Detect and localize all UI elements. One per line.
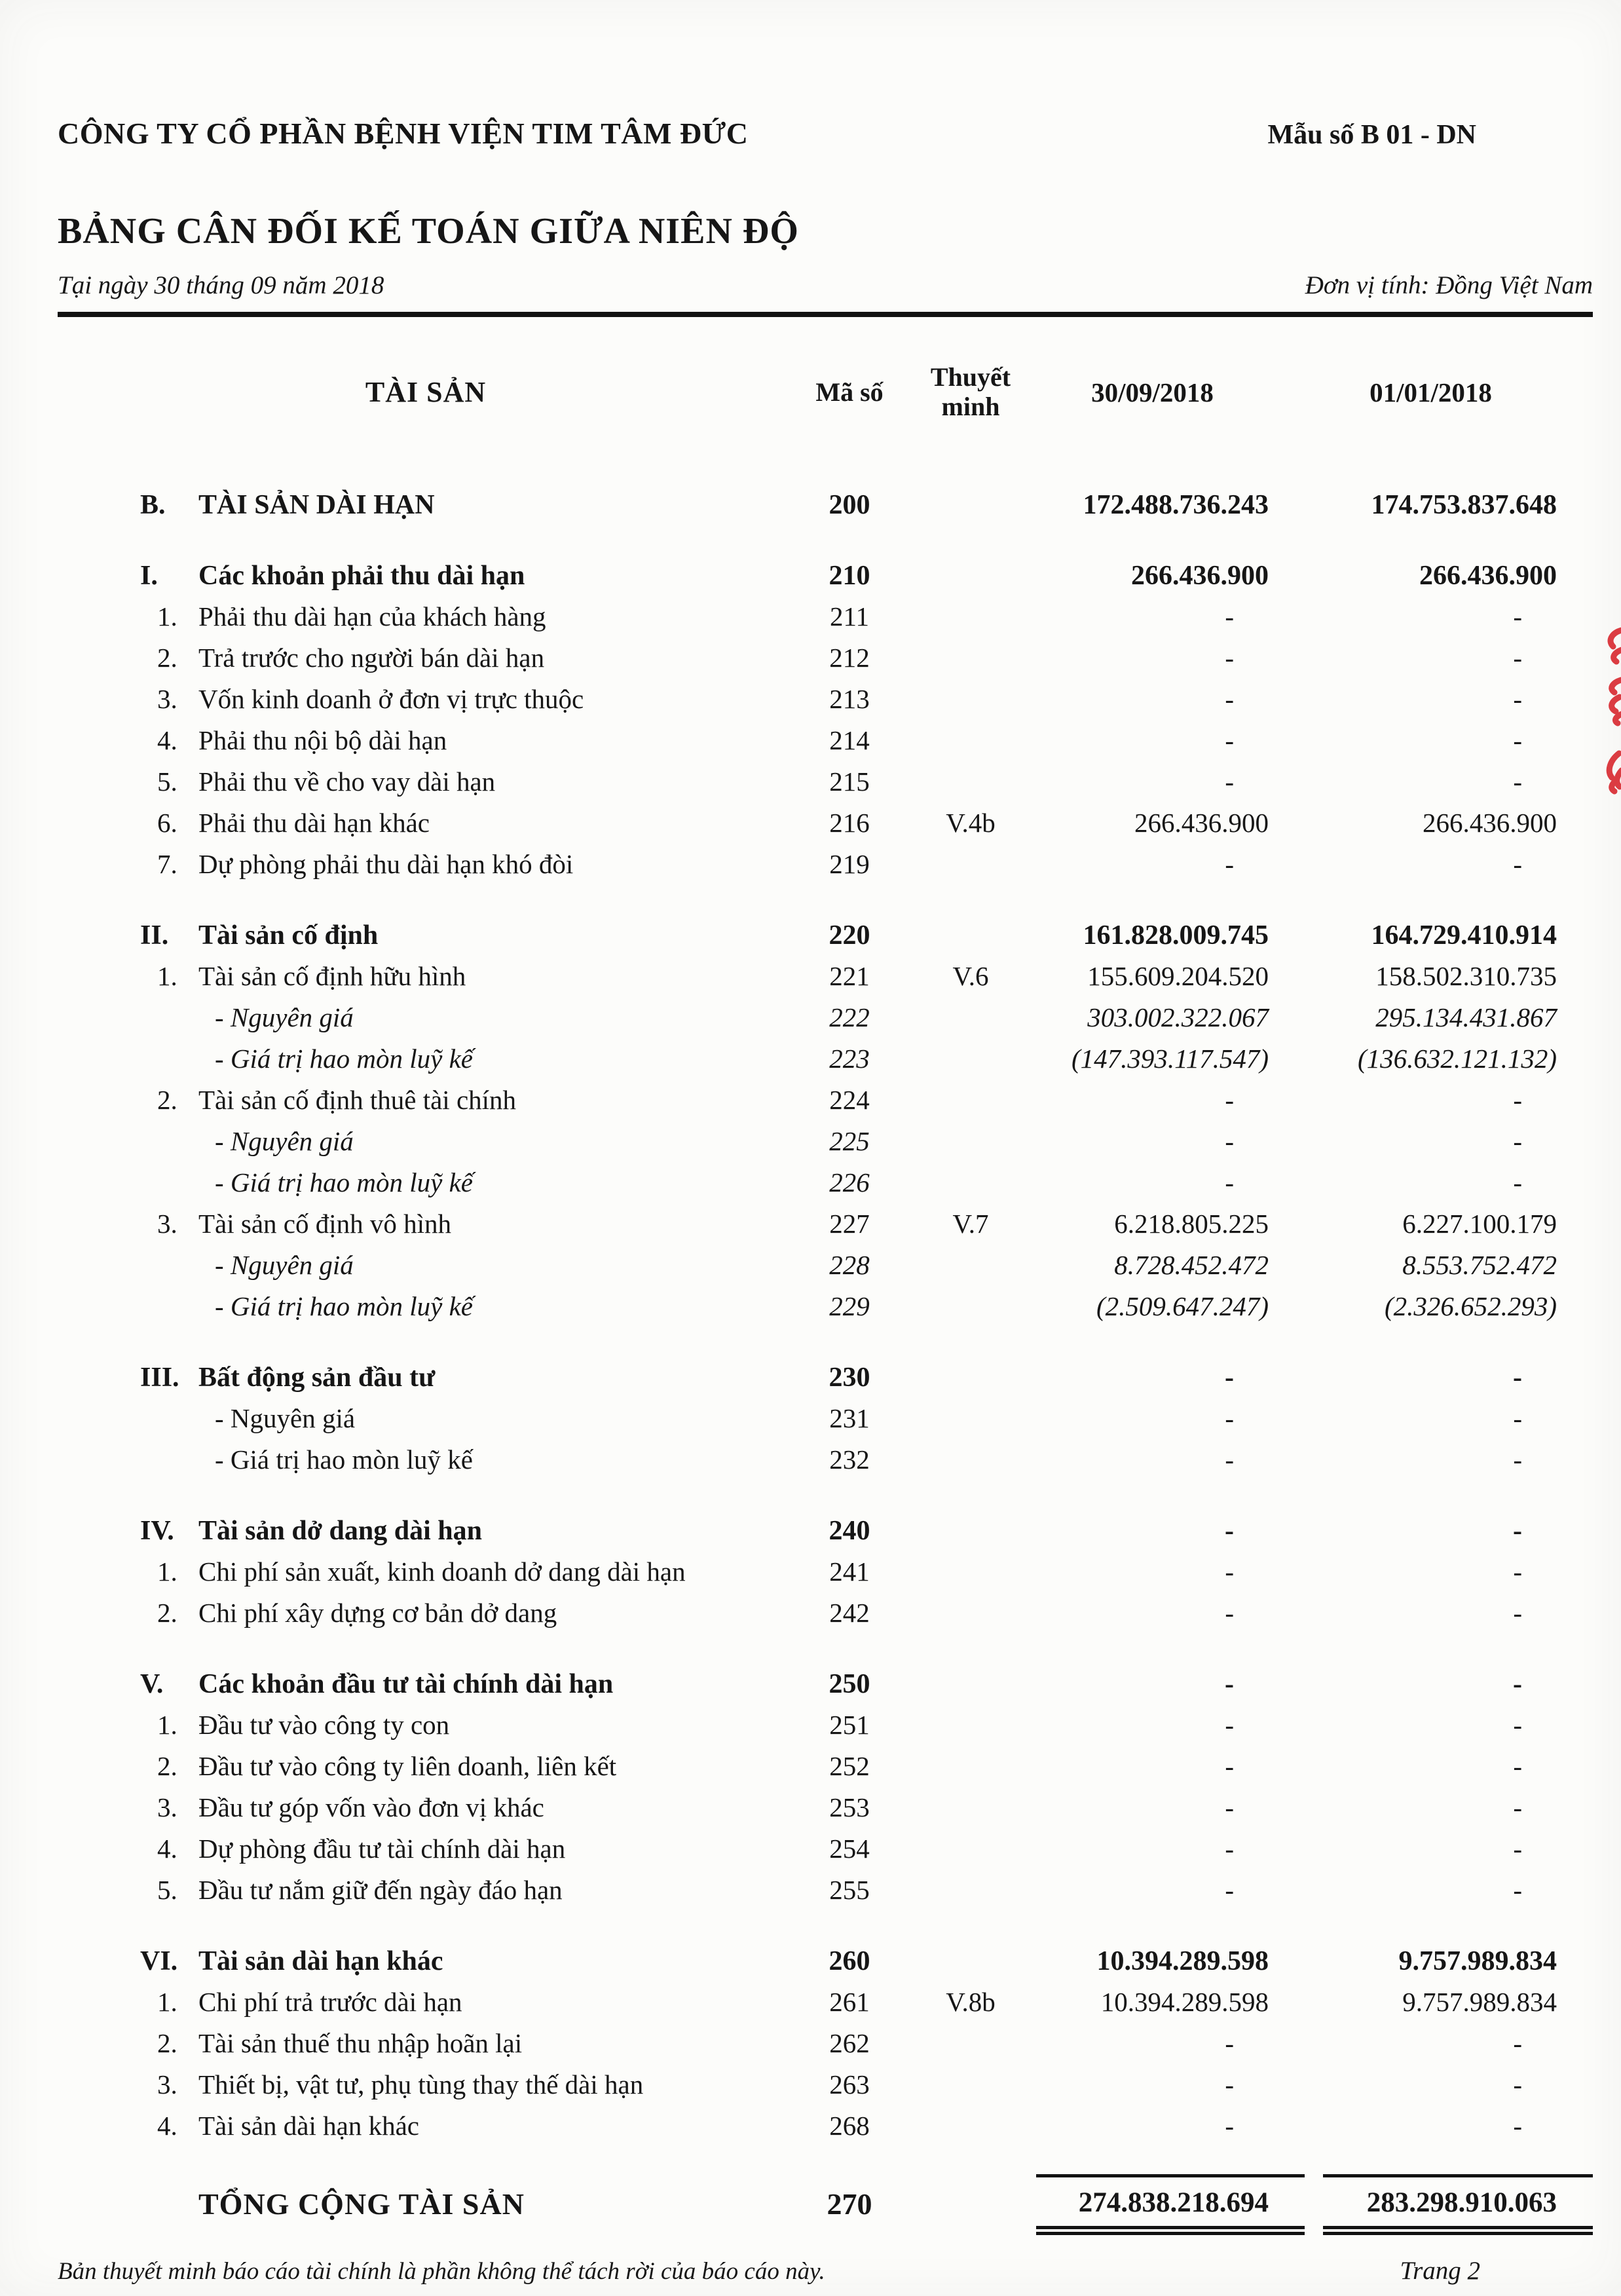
row-label: Tài sản dài hạn khác [198, 1946, 443, 1976]
table-row [58, 637, 1593, 679]
row-label: - Giá trị hao mòn luỹ kế [215, 1044, 473, 1074]
table-row [58, 484, 1593, 525]
table-row [58, 1038, 1593, 1080]
total-underlined-value: 274.838.218.694 [1036, 2174, 1305, 2234]
row-prefix: 2. [157, 1598, 177, 1628]
row-value-current [1036, 2174, 1305, 2234]
row-value-prior: - [1513, 2028, 1522, 2059]
row-value-current: - [1225, 1085, 1234, 1116]
row-value-current: - [1225, 725, 1234, 756]
as-of-date: Tại ngày 30 tháng 09 năm 2018 [58, 271, 384, 299]
table-body [58, 484, 1593, 2234]
row-value-prior: - [1513, 1875, 1522, 1906]
row-label: Dự phòng đầu tư tài chính dài hạn [198, 1834, 566, 1864]
row-value-prior: 8.553.752.472 [1402, 1250, 1557, 1281]
row-value-prior: - [1513, 1751, 1522, 1782]
row-label: - Nguyên giá [215, 1126, 354, 1157]
page-title: BẢNG CÂN ĐỐI KẾ TOÁN GIỮA NIÊN ĐỘ [58, 211, 799, 252]
row-prefix: VI. [140, 1946, 178, 1976]
row-prefix: 1. [157, 601, 177, 632]
row-value-prior: - [1513, 1668, 1522, 1699]
row-value-current: (2.509.647.247) [1096, 1291, 1269, 1322]
row-value-prior: - [1513, 1126, 1522, 1157]
row-value-current: - [1225, 684, 1234, 715]
row-label: Vốn kinh doanh ở đơn vị trực thuộc [198, 684, 584, 715]
row-label: Đầu tư vào công ty liên doanh, liên kết [198, 1751, 617, 1782]
row-value-current: - [1225, 1668, 1234, 1699]
table-row [58, 1510, 1593, 1551]
row-value-prior: - [1513, 2111, 1522, 2141]
row-value-current: - [1225, 849, 1234, 880]
table-row [58, 1203, 1593, 1245]
row-label: Đầu tư nắm giữ đến ngày đáo hạn [198, 1875, 563, 1906]
row-label: - Nguyên giá [215, 1403, 356, 1434]
row-label: Phải thu nội bộ dài hạn [198, 725, 447, 756]
row-value-current: - [1225, 1710, 1234, 1741]
table-row [58, 2064, 1593, 2105]
row-value-current: - [1225, 1834, 1234, 1864]
row-prefix: IV. [140, 1515, 174, 1546]
row-code: 268 [829, 2111, 870, 2141]
row-value-current: - [1225, 1598, 1234, 1628]
row-value-current: - [1225, 1167, 1234, 1198]
row-value-prior: - [1513, 1167, 1522, 1198]
row-prefix: 2. [157, 1085, 177, 1116]
row-prefix: III. [140, 1362, 179, 1393]
row-value-current: - [1225, 2069, 1234, 2100]
row-value-prior: - [1513, 1792, 1522, 1823]
row-value-current: - [1225, 1444, 1234, 1475]
form-number: Mẫu số B 01 - DN [1267, 120, 1476, 150]
table-row [58, 596, 1593, 637]
row-value-prior: - [1513, 1362, 1522, 1393]
row-label: TỔNG CỘNG TÀI SẢN [198, 2187, 525, 2221]
row-code: 242 [829, 1598, 870, 1628]
table-row [58, 1982, 1593, 2023]
row-label: Dự phòng phải thu dài hạn khó đòi [198, 849, 574, 880]
row-label: Thiết bị, vật tư, phụ tùng thay thế dài hạn [198, 2069, 644, 2100]
table-row [58, 720, 1593, 761]
row-code: 263 [829, 2069, 870, 2100]
row-prefix: 4. [157, 725, 177, 756]
table-row [58, 1787, 1593, 1828]
row-label: Đầu tư góp vốn vào đơn vị khác [198, 1792, 544, 1823]
table-row [58, 2174, 1593, 2234]
row-note: V.7 [952, 1209, 989, 1239]
row-code: 229 [829, 1291, 870, 1322]
table-row [58, 679, 1593, 720]
column-header-code: Mã số [815, 377, 884, 407]
table-row [58, 1940, 1593, 1982]
red-ink-marks [1599, 614, 1621, 804]
row-label: Chi phí xây dựng cơ bản dở dang [198, 1598, 557, 1628]
row-value-prior: 9.757.989.834 [1402, 1987, 1557, 2018]
row-value-current: 172.488.736.243 [1083, 489, 1269, 520]
row-code: 261 [829, 1987, 870, 2018]
row-value-prior: - [1513, 1515, 1522, 1546]
table-row [58, 1870, 1593, 1911]
row-label: Chi phí trả trước dài hạn [198, 1987, 462, 2018]
row-value-prior: - [1513, 684, 1522, 715]
row-value-prior: (2.326.652.293) [1384, 1291, 1557, 1322]
row-value-current: - [1225, 2111, 1234, 2141]
row-code: 254 [829, 1834, 870, 1864]
row-value-current: - [1225, 1515, 1234, 1546]
row-code: 223 [829, 1044, 870, 1074]
row-value-current: - [1225, 643, 1234, 673]
row-code: 227 [829, 1209, 870, 1239]
table-row [58, 1162, 1593, 1203]
row-label: Phải thu dài hạn của khách hàng [198, 601, 546, 632]
table-row [58, 2105, 1593, 2147]
row-value-prior: - [1513, 601, 1522, 632]
row-label: Tài sản cố định vô hình [198, 1209, 452, 1239]
page-footer [58, 2256, 1593, 2286]
row-label: - Nguyên giá [215, 1002, 354, 1033]
column-header-note: Thuyết minh [930, 362, 1011, 421]
row-value-prior: - [1513, 643, 1522, 673]
column-header-current: 30/09/2018 [1091, 377, 1214, 407]
row-value-current: 266.436.900 [1131, 560, 1269, 591]
row-value-prior: 158.502.310.735 [1375, 961, 1557, 992]
row-code: 221 [829, 961, 870, 992]
row-value-prior: 266.436.900 [1419, 560, 1557, 591]
row-label: Tài sản dài hạn khác [198, 2111, 419, 2141]
column-header-prior: 01/01/2018 [1369, 377, 1492, 407]
row-label: - Giá trị hao mòn luỹ kế [215, 1444, 473, 1475]
row-code: 228 [829, 1250, 870, 1281]
row-code: 225 [829, 1126, 870, 1157]
row-code: 215 [829, 766, 870, 797]
row-code: 241 [829, 1556, 870, 1587]
row-prefix: 1. [157, 1987, 177, 2018]
row-label: Tài sản thuế thu nhập hoãn lại [198, 2028, 523, 2059]
table-row [58, 1439, 1593, 1480]
row-prefix: I. [140, 560, 158, 591]
table-row [58, 914, 1593, 956]
table-row [58, 1398, 1593, 1439]
footer-note: Bản thuyết minh báo cáo tài chính là phần không thể tách rời của báo cáo này. [58, 2258, 825, 2285]
row-value-current: 8.728.452.472 [1114, 1250, 1269, 1281]
row-prefix: 3. [157, 1792, 177, 1823]
row-code: 220 [829, 920, 870, 950]
table-row [58, 1286, 1593, 1327]
row-prefix: 6. [157, 808, 177, 838]
total-underlined-value: 283.298.910.063 [1323, 2174, 1593, 2234]
table-row [58, 844, 1593, 885]
row-value-current: 161.828.009.745 [1083, 920, 1269, 950]
row-label: Tài sản cố định [198, 920, 379, 950]
row-value-prior: - [1513, 1598, 1522, 1628]
table-row [58, 1746, 1593, 1787]
row-label: Phải thu dài hạn khác [198, 808, 430, 838]
row-code: 214 [829, 725, 870, 756]
row-prefix: 1. [157, 1556, 177, 1587]
row-value-current: 155.609.204.520 [1087, 961, 1269, 992]
row-code: 216 [829, 808, 870, 838]
row-label: Bất động sản đầu tư [198, 1362, 436, 1393]
row-prefix: 2. [157, 643, 177, 673]
row-value-current: - [1225, 601, 1234, 632]
row-value-prior: 295.134.431.867 [1375, 1002, 1557, 1033]
row-prefix: 2. [157, 2028, 177, 2059]
row-code: 210 [829, 560, 870, 591]
row-value-current: - [1225, 1126, 1234, 1157]
row-code: 231 [829, 1403, 870, 1434]
row-value-current: 10.394.289.598 [1096, 1946, 1269, 1976]
company-name: CÔNG TY CỔ PHẦN BỆNH VIỆN TIM TÂM ĐỨC [58, 117, 749, 150]
row-value-current: 6.218.805.225 [1114, 1209, 1269, 1239]
currency-unit: Đơn vị tính: Đồng Việt Nam [1305, 271, 1593, 299]
table-row [58, 1663, 1593, 1704]
row-prefix: 4. [157, 1834, 177, 1864]
row-note: V.6 [952, 961, 989, 992]
row-value-current: - [1225, 2028, 1234, 2059]
column-header-assets: TÀI SẢN [365, 376, 487, 409]
row-prefix: 3. [157, 684, 177, 715]
row-prefix: II. [140, 920, 169, 950]
row-value-prior: - [1513, 1085, 1522, 1116]
row-code: 253 [829, 1792, 870, 1823]
table-header [58, 363, 1593, 422]
row-prefix: 3. [157, 2069, 177, 2100]
header-divider [58, 312, 1593, 317]
row-prefix: 5. [157, 1875, 177, 1906]
row-value-current: - [1225, 1875, 1234, 1906]
row-value-prior: 6.227.100.179 [1402, 1209, 1557, 1239]
table-row [58, 1551, 1593, 1592]
row-value-current: - [1225, 1362, 1234, 1393]
row-code: 222 [829, 1002, 870, 1033]
row-code: 213 [829, 684, 870, 715]
row-label: Các khoản đầu tư tài chính dài hạn [198, 1668, 614, 1699]
subheader [58, 271, 1593, 301]
page-number: Trang 2 [1400, 2257, 1480, 2285]
row-label: Phải thu về cho vay dài hạn [198, 766, 496, 797]
row-value-prior: 9.757.989.834 [1398, 1946, 1557, 1976]
row-code: 270 [827, 2187, 872, 2221]
row-prefix: B. [140, 489, 166, 520]
row-label: - Giá trị hao mòn luỹ kế [215, 1291, 473, 1322]
row-prefix: 3. [157, 1209, 177, 1239]
table-row [58, 2023, 1593, 2064]
table-row [58, 802, 1593, 844]
row-value-prior: - [1513, 1444, 1522, 1475]
row-code: 255 [829, 1875, 870, 1906]
row-value-prior: - [1513, 766, 1522, 797]
row-value-current: 303.002.322.067 [1087, 1002, 1269, 1033]
row-value-current: - [1225, 1556, 1234, 1587]
table-row [58, 1245, 1593, 1286]
document-header [58, 0, 1593, 151]
row-code: 211 [830, 601, 869, 632]
row-label: - Giá trị hao mòn luỹ kế [215, 1167, 473, 1198]
row-prefix: 1. [157, 1710, 177, 1741]
row-value-prior: (136.632.121.132) [1357, 1044, 1557, 1074]
row-label: Tài sản cố định hữu hình [198, 961, 466, 992]
row-value-prior: - [1513, 725, 1522, 756]
row-value-prior: - [1513, 849, 1522, 880]
row-label: - Nguyên giá [215, 1250, 354, 1281]
row-label: Tài sản cố định thuê tài chính [198, 1085, 517, 1116]
row-prefix: V. [140, 1668, 164, 1699]
row-value-current: 266.436.900 [1134, 808, 1269, 838]
row-note: V.8b [946, 1987, 996, 2018]
row-prefix: 7. [157, 849, 177, 880]
row-label: Các khoản phải thu dài hạn [198, 560, 525, 591]
table-row [58, 1357, 1593, 1398]
row-value-prior: - [1513, 1403, 1522, 1434]
row-code: 250 [829, 1668, 870, 1699]
row-code: 224 [829, 1085, 870, 1116]
row-code: 219 [829, 849, 870, 880]
row-code: 260 [829, 1946, 870, 1976]
row-label: Trả trước cho người bán dài hạn [198, 643, 545, 673]
table-row [58, 555, 1593, 596]
row-note: V.4b [946, 808, 996, 838]
table-row [58, 997, 1593, 1038]
row-value-prior: - [1513, 1710, 1522, 1741]
row-prefix: 4. [157, 2111, 177, 2141]
table-row [58, 956, 1593, 997]
row-value-prior: 164.729.410.914 [1371, 920, 1557, 950]
row-code: 230 [829, 1362, 870, 1393]
row-label: Tài sản dở dang dài hạn [198, 1515, 482, 1546]
row-value-current: - [1225, 1792, 1234, 1823]
row-value-prior: - [1513, 1834, 1522, 1864]
table-row [58, 761, 1593, 802]
row-code: 226 [829, 1167, 870, 1198]
row-label: Chi phí sản xuất, kinh doanh dở dang dài hạn [198, 1556, 686, 1587]
table-row [58, 1704, 1593, 1746]
row-value-prior: - [1513, 2069, 1522, 2100]
row-value-current: - [1225, 1403, 1234, 1434]
table-row [58, 1592, 1593, 1634]
row-prefix: 5. [157, 766, 177, 797]
row-code: 212 [829, 643, 870, 673]
row-code: 262 [829, 2028, 870, 2059]
row-code: 200 [829, 489, 870, 520]
row-prefix: 2. [157, 1751, 177, 1782]
row-label: TÀI SẢN DÀI HẠN [198, 489, 435, 520]
row-code: 252 [829, 1751, 870, 1782]
row-code: 232 [829, 1444, 870, 1475]
row-code: 251 [829, 1710, 870, 1741]
row-value-current: - [1225, 1751, 1234, 1782]
row-code: 240 [829, 1515, 870, 1546]
row-value-prior: 174.753.837.648 [1371, 489, 1557, 520]
row-label: Đầu tư vào công ty con [198, 1710, 450, 1741]
row-value-current: - [1225, 766, 1234, 797]
row-value-current: 10.394.289.598 [1100, 1987, 1269, 2018]
row-value-prior [1305, 2174, 1593, 2234]
row-value-prior: 266.436.900 [1423, 808, 1557, 838]
row-value-current: (147.393.117.547) [1071, 1044, 1269, 1074]
table-row [58, 1121, 1593, 1162]
table-row [58, 1080, 1593, 1121]
row-prefix: 1. [157, 961, 177, 992]
row-value-prior: - [1513, 1556, 1522, 1587]
table-row [58, 1828, 1593, 1870]
